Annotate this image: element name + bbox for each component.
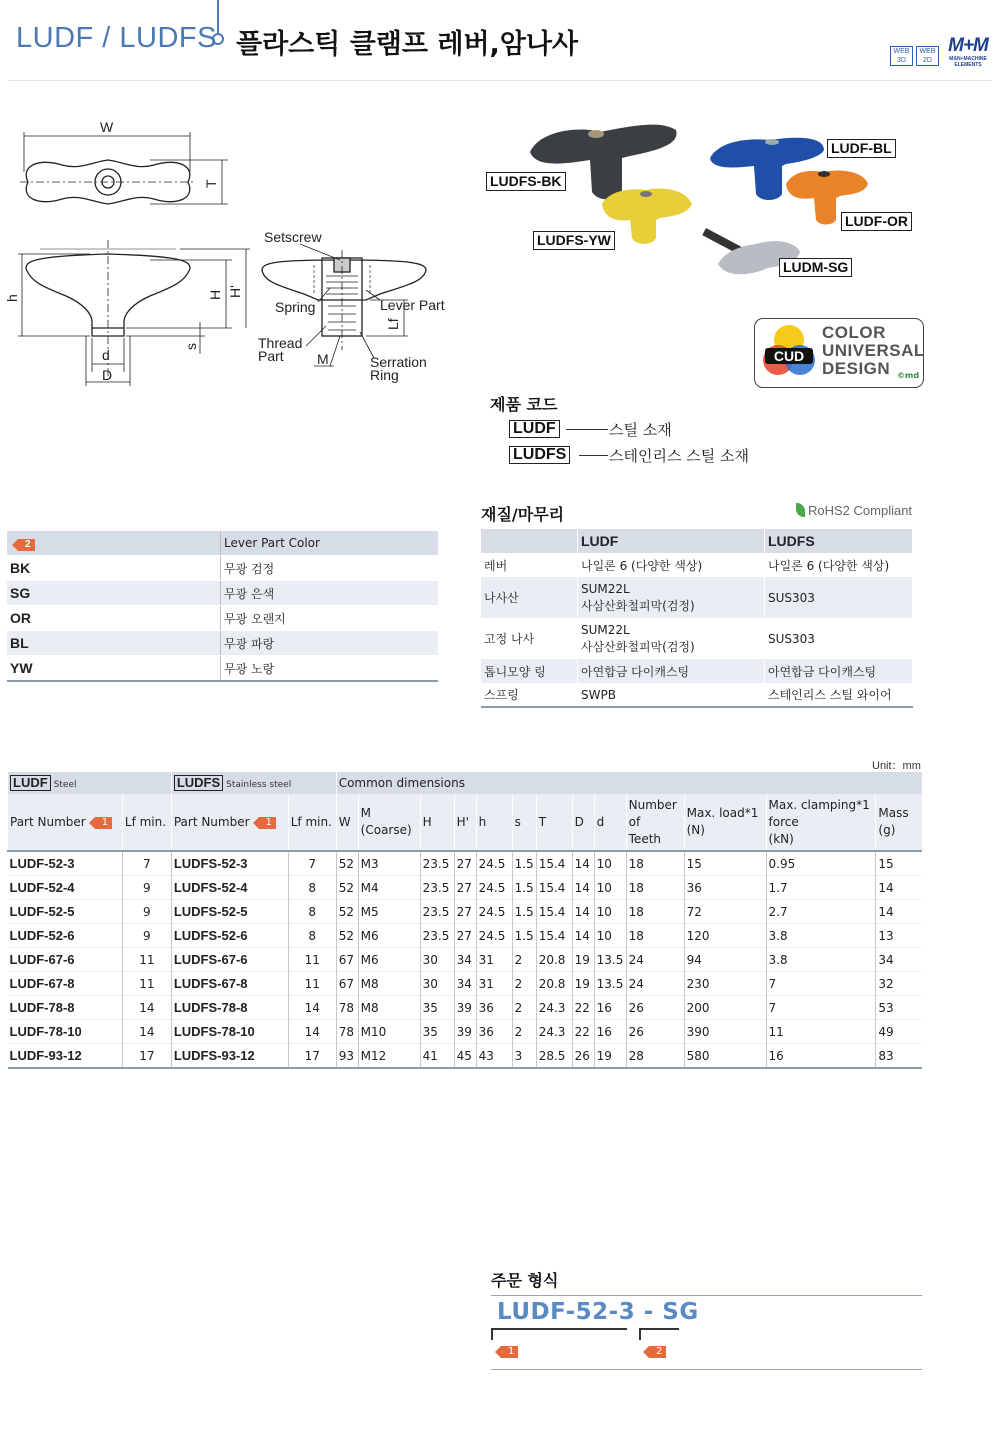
cud-logo-icon — [759, 322, 819, 382]
label-H-prime: H' — [227, 285, 243, 298]
spec-cell: M8 — [358, 972, 420, 996]
web-2d-badge[interactable]: WEB 2D — [916, 46, 939, 66]
spec-cell: 31 — [476, 972, 512, 996]
spec-cell: 10 — [594, 851, 626, 876]
spec-cell: 15 — [876, 851, 922, 876]
spec-cell: 120 — [684, 924, 766, 948]
spec-cell: 14 — [876, 876, 922, 900]
spec-cell: 230 — [684, 972, 766, 996]
part-number-cell[interactable]: LUDF-67-6 — [8, 948, 123, 972]
spec-cell: M8 — [358, 996, 420, 1020]
spec-cell: 14 — [122, 1020, 171, 1044]
table-row — [8, 851, 923, 876]
order-rule-bottom — [491, 1369, 922, 1370]
spec-cell: 14 — [572, 851, 594, 876]
cud-text: COLOR UNIVERSAL DESIGN — [822, 323, 925, 378]
spec-cell: 20.8 — [536, 972, 572, 996]
spec-cell: 14 — [572, 876, 594, 900]
part-number-cell[interactable]: LUDF-52-6 — [8, 924, 123, 948]
part-number-cell[interactable]: LUDF-52-4 — [8, 876, 123, 900]
spec-cell: 27 — [454, 876, 476, 900]
spec-cell: 0.95 — [766, 851, 876, 876]
web-3d-badge[interactable]: WEB 3D — [890, 46, 913, 66]
spec-table — [7, 772, 922, 1069]
spec-cell: 1.7 — [766, 876, 876, 900]
spec-cell: 27 — [454, 851, 476, 876]
spec-cell: 52 — [336, 900, 358, 924]
spec-cell: 7 — [766, 972, 876, 996]
part-number-cell[interactable]: LUDFS-67-8 — [171, 972, 288, 996]
color-badge-cell — [7, 531, 221, 556]
table-row: 스프링 SWPB 스테인리스 스틸 와이어 — [481, 683, 913, 707]
spec-cell: 11 — [288, 972, 336, 996]
spec-cell: 14 — [572, 924, 594, 948]
spec-cell: 39 — [454, 996, 476, 1020]
spec-cell: 45 — [454, 1044, 476, 1069]
spec-cell: 2 — [512, 996, 536, 1020]
table-row — [8, 924, 923, 948]
spec-cell: 24.3 — [536, 996, 572, 1020]
spec-cell: 26 — [572, 1044, 594, 1069]
spec-cell: 19 — [572, 972, 594, 996]
spec-cell: M6 — [358, 948, 420, 972]
spec-cell: M10 — [358, 1020, 420, 1044]
spec-cell: 17 — [288, 1044, 336, 1069]
label-serration-1: Serration — [370, 354, 427, 370]
product-code-ludf-desc: 스틸 소재 — [609, 421, 672, 439]
group-ludfs: LUDFS Stainless steel — [171, 772, 336, 794]
spec-cell: 67 — [336, 948, 358, 972]
label-setscrew: Setscrew — [264, 229, 322, 245]
spec-cell: 34 — [454, 972, 476, 996]
part-number-cell[interactable]: LUDF-52-5 — [8, 900, 123, 924]
spec-cell: 9 — [122, 900, 171, 924]
order-badge-2: 2 — [647, 1340, 666, 1359]
part-number-cell[interactable]: LUDFS-67-6 — [171, 948, 288, 972]
part-number-cell[interactable]: LUDFS-52-3 — [171, 851, 288, 876]
spec-cell: 3.8 — [766, 948, 876, 972]
table-header-row — [7, 531, 438, 556]
spec-cell: 2 — [512, 972, 536, 996]
label-h: h — [4, 294, 20, 302]
spec-cell: 72 — [684, 900, 766, 924]
spec-cell: 13.5 — [594, 948, 626, 972]
table-row — [8, 900, 923, 924]
spec-cell: 23.5 — [420, 924, 454, 948]
label-s: s — [183, 343, 199, 350]
order-bracket-2 — [639, 1328, 679, 1340]
spec-cell: 52 — [336, 876, 358, 900]
table-row: SG 무광 은색 — [7, 581, 438, 606]
label-m: M — [317, 351, 329, 367]
tag-ludm-sg: LUDM-SG — [779, 258, 852, 277]
label-serration-2: Ring — [370, 367, 399, 383]
spec-cell: M12 — [358, 1044, 420, 1069]
spec-cell: 49 — [876, 1020, 922, 1044]
spec-cell: 390 — [684, 1020, 766, 1044]
spec-cell: 2 — [512, 948, 536, 972]
spec-cell: 28.5 — [536, 1044, 572, 1069]
label-lever-part: Lever Part — [380, 297, 445, 313]
header-accent-line — [217, 0, 219, 34]
spec-cell: 1.5 — [512, 851, 536, 876]
part-number-cell[interactable]: LUDF-78-8 — [8, 996, 123, 1020]
header-part-number: Part Number 1 — [8, 794, 123, 851]
spec-cell: 1.5 — [512, 876, 536, 900]
spec-cell: 11 — [122, 972, 171, 996]
table-row — [8, 972, 923, 996]
spec-cell: 14 — [122, 996, 171, 1020]
spec-cell: 3.8 — [766, 924, 876, 948]
part-number-cell[interactable]: LUDFS-52-5 — [171, 900, 288, 924]
spec-cell: 20.8 — [536, 948, 572, 972]
spec-cell: 30 — [420, 948, 454, 972]
spec-cell: 13.5 — [594, 972, 626, 996]
label-w: W — [100, 119, 114, 135]
table-row: BL 무광 파랑 — [7, 631, 438, 656]
spec-cell: 24 — [626, 972, 684, 996]
spec-cell: 16 — [766, 1044, 876, 1069]
spec-cell: 11 — [766, 1020, 876, 1044]
header-part-number-2: Part Number 1 — [171, 794, 288, 851]
spec-cell: 8 — [288, 924, 336, 948]
spec-cell: 580 — [684, 1044, 766, 1069]
part-number-cell[interactable]: LUDFS-78-10 — [171, 1020, 288, 1044]
spec-cell: 26 — [626, 1020, 684, 1044]
spec-cell: 10 — [594, 876, 626, 900]
table-row — [8, 1020, 923, 1044]
spec-cell: 7 — [766, 996, 876, 1020]
table-row — [8, 996, 923, 1020]
technical-drawing — [0, 110, 460, 395]
spec-cell: 14 — [876, 900, 922, 924]
spec-cell: 15.4 — [536, 900, 572, 924]
spec-cell: 14 — [572, 900, 594, 924]
material-title: 재질/마무리 — [481, 505, 565, 524]
spec-cell: 18 — [626, 900, 684, 924]
spec-cell: 78 — [336, 996, 358, 1020]
spec-cell: 27 — [454, 924, 476, 948]
table-row — [8, 1044, 923, 1069]
spec-cell: 67 — [336, 972, 358, 996]
brand-logo — [944, 36, 992, 68]
spec-cell: 52 — [336, 924, 358, 948]
spec-cell: M5 — [358, 900, 420, 924]
table-row: 레버 나일론 6 (다양한 색상) 나일론 6 (다양한 색상) — [481, 553, 913, 577]
spec-cell: 15.4 — [536, 876, 572, 900]
label-lf: Lf — [385, 318, 401, 330]
table-row: YW 무광 노랑 — [7, 656, 438, 682]
spec-cell: 3 — [512, 1044, 536, 1069]
part-number-cell[interactable]: LUDFS-52-4 — [171, 876, 288, 900]
spec-cell: 18 — [626, 851, 684, 876]
label-D: D — [102, 367, 113, 383]
spec-cell: 8 — [288, 876, 336, 900]
header-divider — [8, 80, 992, 81]
spec-cell: M3 — [358, 851, 420, 876]
spec-cell: 15 — [684, 851, 766, 876]
part-number-cell[interactable]: LUDF-67-8 — [8, 972, 123, 996]
tag-ludf-or: LUDF-OR — [841, 212, 912, 231]
product-code-ludfs: LUDFS — [509, 446, 570, 464]
table-row: 나사산 SUM22L 사삼산화철피막(검정) SUS303 — [481, 577, 913, 618]
color-badge: 2 — [18, 539, 35, 551]
label-thread-part-2: Part — [258, 348, 284, 364]
spec-cell: 16 — [594, 996, 626, 1020]
spec-cell: 1.5 — [512, 924, 536, 948]
part-number-cell[interactable]: LUDF-93-12 — [8, 1044, 123, 1069]
spec-cell: 2 — [512, 1020, 536, 1044]
page-title: LUDF / LUDFS — [16, 22, 217, 54]
spec-cell: 83 — [876, 1044, 922, 1069]
cud-logo-text: CUD — [773, 348, 805, 364]
part-number-cell[interactable]: LUDFS-93-12 — [171, 1044, 288, 1069]
table-row — [8, 876, 923, 900]
spec-cell: 24.5 — [476, 924, 512, 948]
spec-cell: 36 — [684, 876, 766, 900]
spec-cell: 24.5 — [476, 876, 512, 900]
label-t: T — [203, 179, 219, 188]
tag-ludf-bl: LUDF-BL — [827, 139, 896, 158]
lever-color-table — [7, 531, 438, 682]
spec-cell: 2.7 — [766, 900, 876, 924]
table-row: OR 무광 오랜지 — [7, 606, 438, 631]
spec-cell: 34 — [876, 948, 922, 972]
spec-cell: 1.5 — [512, 900, 536, 924]
spec-cell: 41 — [420, 1044, 454, 1069]
rohs-label: RoHS2 Compliant — [796, 503, 912, 518]
spec-cell: 35 — [420, 1020, 454, 1044]
spec-cell: 18 — [626, 876, 684, 900]
spec-cell: 93 — [336, 1044, 358, 1069]
spec-cell: 9 — [122, 876, 171, 900]
spec-cell: 52 — [336, 851, 358, 876]
spec-cell: 30 — [420, 972, 454, 996]
product-code-leader-1 — [566, 429, 608, 430]
product-code-leader-2 — [579, 455, 608, 456]
color-header: Lever Part Color — [221, 531, 439, 556]
tag-ludfs-yw: LUDFS-YW — [533, 231, 615, 250]
spec-cell: 22 — [572, 1020, 594, 1044]
spec-cell: 23.5 — [420, 851, 454, 876]
product-yw-image — [602, 189, 692, 244]
spec-cell: 9 — [122, 924, 171, 948]
spec-cell: 34 — [454, 948, 476, 972]
spec-cell: 23.5 — [420, 900, 454, 924]
spec-cell: 53 — [876, 996, 922, 1020]
group-ludf: LUDF Steel — [8, 772, 172, 794]
spec-cell: 13 — [876, 924, 922, 948]
table-row: BK 무광 검정 — [7, 556, 438, 581]
spec-cell: 43 — [476, 1044, 512, 1069]
spec-cell: 15.4 — [536, 924, 572, 948]
spec-cell: 24.3 — [536, 1020, 572, 1044]
order-rule-top — [491, 1295, 922, 1296]
label-spring: Spring — [275, 299, 316, 315]
spec-cell: 78 — [336, 1020, 358, 1044]
tag-ludfs-bk: LUDFS-BK — [486, 172, 566, 191]
unit-label: Unit：mm — [872, 760, 921, 772]
spec-cell: 14 — [288, 996, 336, 1020]
product-code-ludf: LUDF — [509, 420, 560, 438]
order-badge-1: 1 — [499, 1340, 518, 1359]
spec-cell: M6 — [358, 924, 420, 948]
table-row — [8, 948, 923, 972]
spec-cell: 94 — [684, 948, 766, 972]
part-number-cell[interactable]: LUDFS-78-8 — [171, 996, 288, 1020]
spec-cell: 39 — [454, 1020, 476, 1044]
label-d: d — [102, 347, 110, 363]
material-table — [481, 529, 913, 708]
product-code-ludfs-desc: 스테인리스 스틸 소재 — [609, 447, 749, 465]
spec-cell: 24.5 — [476, 851, 512, 876]
spec-cell: M4 — [358, 876, 420, 900]
spec-cell: 24 — [626, 948, 684, 972]
spec-cell: 11 — [122, 948, 171, 972]
spec-cell: 16 — [594, 1020, 626, 1044]
order-code-example: LUDF-52-3 - SG — [497, 1299, 699, 1325]
spec-cell: 23.5 — [420, 876, 454, 900]
spec-cell: 7 — [122, 851, 171, 876]
spec-cell: 15.4 — [536, 851, 572, 876]
spec-cell: 14 — [288, 1020, 336, 1044]
spec-header-row: Part Number 1 Lf min. Part Number 1 Lf min. W M (Coarse) H H' h s T D d Number of Teeth Max. load*1 (N) Max. clamping*1 force (kN) Mass (g) — [8, 794, 923, 851]
spec-cell: 27 — [454, 900, 476, 924]
spec-cell: 26 — [626, 996, 684, 1020]
spec-cell: 31 — [476, 948, 512, 972]
order-format-title: 주문 형식 — [491, 1271, 559, 1290]
leaf-icon — [796, 503, 805, 517]
spec-cell: 28 — [626, 1044, 684, 1069]
label-H: H — [207, 289, 223, 300]
spec-cell: 8 — [288, 900, 336, 924]
spec-cell: 35 — [420, 996, 454, 1020]
order-bracket-1 — [491, 1328, 627, 1340]
label-thread-part-1: Thread — [258, 335, 303, 351]
group-common: Common dimensions — [336, 772, 922, 794]
brand-logo-text: MAN+MACHINE ELEMENTS — [949, 56, 987, 68]
part-number-cell[interactable]: LUDF-78-10 — [8, 1020, 123, 1044]
spec-cell: 17 — [122, 1044, 171, 1069]
spec-cell: 36 — [476, 996, 512, 1020]
spec-cell: 11 — [288, 948, 336, 972]
product-photo — [480, 110, 920, 290]
spec-group-row — [8, 772, 923, 794]
spec-cell: 18 — [626, 924, 684, 948]
product-code-title: 제품 코드 — [490, 395, 558, 414]
spec-cell: 32 — [876, 972, 922, 996]
spec-cell: 7 — [288, 851, 336, 876]
table-row: 톱니모양 링 아연합금 다이캐스팅 아연합금 다이캐스팅 — [481, 659, 913, 683]
page-subtitle: 플라스틱 클램프 레버,암나사 — [236, 29, 579, 60]
spec-cell: 200 — [684, 996, 766, 1020]
brand-logo-mark: M+M — [948, 35, 988, 56]
spec-cell: 19 — [594, 1044, 626, 1069]
table-row: 고정 나사 SUM22L 사삼산화철피막(검정) SUS303 — [481, 618, 913, 659]
part-number-cell[interactable]: LUDFS-52-6 — [171, 924, 288, 948]
spec-cell: 10 — [594, 900, 626, 924]
table-header-row: LUDF LUDFS — [481, 529, 913, 553]
spec-cell: 22 — [572, 996, 594, 1020]
part-number-cell[interactable]: LUDF-52-3 — [8, 851, 123, 876]
spec-cell: 36 — [476, 1020, 512, 1044]
spec-cell: 10 — [594, 924, 626, 948]
spec-cell: 24.5 — [476, 900, 512, 924]
cud-md-mark: ©md — [897, 371, 920, 380]
spec-cell: 19 — [572, 948, 594, 972]
